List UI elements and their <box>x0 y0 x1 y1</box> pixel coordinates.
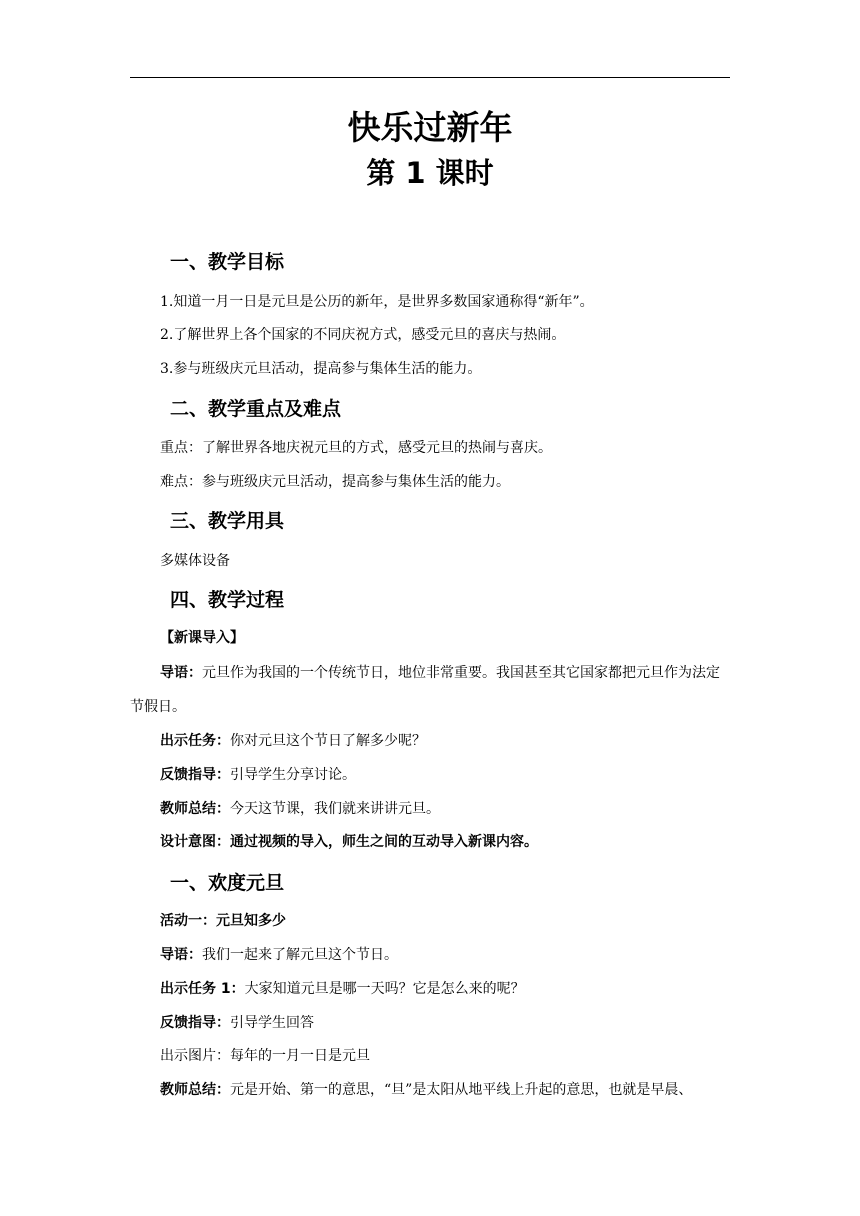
celebrate-feedback-label: 反馈指导： <box>160 1015 230 1031</box>
goal-item-2: 2.了解世界上各个国家的不同庆祝方式，感受元旦的喜庆与热闹。 <box>160 327 566 343</box>
page-subtitle: 第 1 课时 <box>366 156 494 190</box>
key-point-difficulty: 难点：参与班级庆元旦活动，提高参与集体生活的能力。 <box>160 474 510 490</box>
celebrate-summary-paragraph <box>160 1080 730 1100</box>
intro-text: 元旦作为我国的一个传统节日，地位非常重要。我国甚至其它国家都把元旦作为法定节假日。 <box>130 665 720 715</box>
task1-text: 大家知道元旦是哪一天吗？它是怎么来的呢？ <box>244 981 525 997</box>
feedback-paragraph <box>160 765 730 785</box>
task1-label: 出示任务 1： <box>160 981 245 997</box>
celebrate-feedback-paragraph <box>160 1013 730 1033</box>
process-heading: 四、教学过程 <box>170 589 285 611</box>
task-paragraph <box>160 731 730 751</box>
celebrate-feedback-text: 引导学生回答 <box>230 1015 314 1031</box>
celebrate-intro-paragraph <box>160 945 730 965</box>
goal-item-1: 1.知道一月一日是元旦是公历的新年，是世界多数国家通称得“新年”。 <box>160 294 594 310</box>
summary-paragraph <box>160 799 730 819</box>
feedback-label: 反馈指导： <box>160 767 230 783</box>
page-title: 快乐过新年 <box>347 108 513 147</box>
summary-text: 今天这节课，我们就来讲讲元旦。 <box>230 801 440 817</box>
tools-heading: 三、教学用具 <box>170 510 285 532</box>
image-text: 出示图片：每年的一月一日是元旦 <box>160 1048 370 1064</box>
design-intent: 设计意图：通过视频的导入，师生之间的互动导入新课内容。 <box>160 834 538 850</box>
header-rule <box>130 77 730 78</box>
intro-paragraph <box>130 656 730 724</box>
goal-item-3: 3.参与班级庆元旦活动，提高参与集体生活的能力。 <box>160 361 482 377</box>
tools-text: 多媒体设备 <box>160 553 230 569</box>
activity-title: 活动一：元旦知多少 <box>160 913 286 929</box>
task1-paragraph <box>160 979 730 999</box>
task-label: 出示任务： <box>160 733 230 749</box>
goals-heading: 一、教学目标 <box>170 251 285 273</box>
summary-label: 教师总结： <box>160 801 230 817</box>
celebrate-heading: 一、欢度元旦 <box>170 872 285 894</box>
celebrate-summary-text: 元是开始、第一的意思，“旦”是太阳从地平线上升起的意思，也就是早晨、 <box>230 1082 693 1098</box>
feedback-text: 引导学生分享讨论。 <box>230 767 356 783</box>
celebrate-intro-label: 导语： <box>160 947 202 963</box>
intro-label: 导语： <box>160 665 202 681</box>
celebrate-summary-label: 教师总结： <box>160 1082 230 1098</box>
key-points-heading: 二、教学重点及难点 <box>170 398 342 420</box>
celebrate-intro-text: 我们一起来了解元旦这个节日。 <box>202 947 398 963</box>
task-text: 你对元旦这个节日了解多少呢？ <box>230 733 426 749</box>
intro-title: 【新课导入】 <box>160 630 244 646</box>
key-point-focus: 重点：了解世界各地庆祝元旦的方式，感受元旦的热闹与喜庆。 <box>160 440 552 456</box>
